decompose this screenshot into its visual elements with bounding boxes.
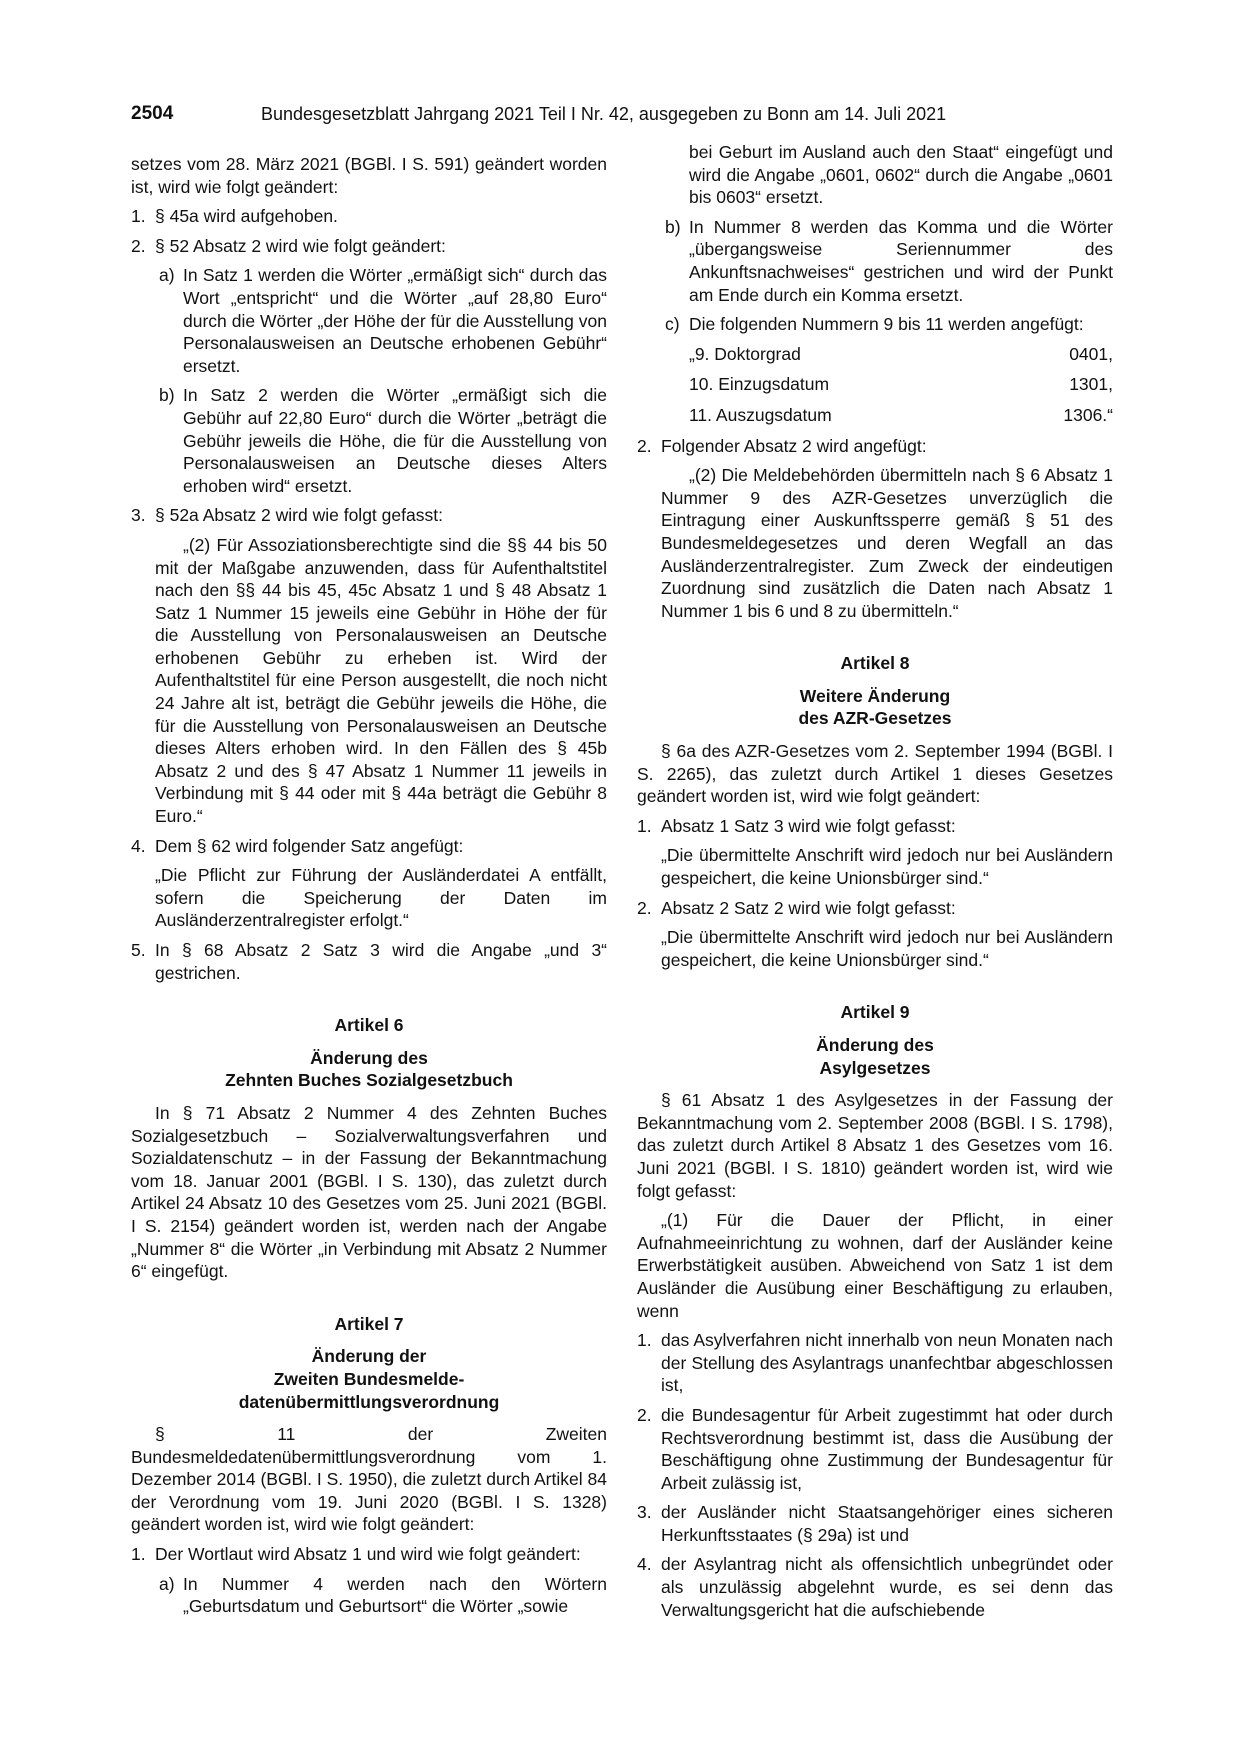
list-item xyxy=(131,205,607,228)
running-head: Bundesgesetzblatt Jahrgang 2021 Teil I Nr. 42, ausgegeben zu Bonn am 14. Juli 2021 xyxy=(261,104,947,124)
item-number: 1. xyxy=(637,815,652,836)
list-item xyxy=(637,815,1113,838)
item-text: § 52 Absatz 2 wird wie folgt geändert: xyxy=(155,235,446,256)
sub-text: In Satz 1 werden die Wörter „ermäßigt sich“ durch das Wort „entspricht“ und die Wörter „auf 28,80 Euro“ durch die Wörter „der Höhe der für die Ausstellung von Personalausweisen an Deutsche erhobenen Gebühr“ ersetzt. xyxy=(183,265,607,376)
sub-item xyxy=(637,216,1113,306)
article-title-line: datenübermittlungsverordnung xyxy=(238,1391,500,1412)
item-number: 4. xyxy=(131,835,146,856)
sub-item xyxy=(131,264,607,377)
article-body: In § 71 Absatz 2 Nummer 4 des Zehnten Buches Sozialgesetzbuch – Sozialverwaltungsverfahren und Sozialdatenschutz – in der Fassung der Bekanntmachung vom 18. Januar 2001 (BGBl. I S. 130), das zuletzt durch Artikel 24 Absatz 10 des Gesetzes vom 25. Juni 2021 (BGBl. I S. 2154) geändert worden ist, werden nach der Angabe „Nummer 8“ die Wörter „in Verbindung mit Absatz 2 Nummer 6“ eingefügt. xyxy=(131,1102,607,1282)
item-text: Dem § 62 wird folgender Satz angefügt: xyxy=(155,835,464,856)
sub-letter: a) xyxy=(159,265,175,286)
article-title-line: Änderung der xyxy=(311,1346,427,1367)
article-title xyxy=(637,685,1113,730)
row-label: 11. Auszugsdatum xyxy=(689,404,832,425)
row-label: „9. Doktorgrad xyxy=(689,343,801,364)
sub-text: In Nummer 4 werden nach den Wörtern „Geburtsdatum und Geburtsort“ die Wörter „sowie xyxy=(183,1573,607,1617)
article-title xyxy=(131,1047,607,1092)
intro-paragraph: setzes vom 28. März 2021 (BGBl. I S. 591) geändert worden ist, wird wie folgt geändert: xyxy=(131,154,607,197)
item-text: Absatz 2 Satz 2 wird wie folgt gefasst: xyxy=(661,897,956,918)
item-text: das Asylverfahren nicht innerhalb von neun Monaten nach der Stellung des Asylantrags unanfechtbar abgeschlossen ist, xyxy=(661,1330,1113,1396)
list-item xyxy=(637,1404,1113,1494)
article-title-line: des AZR-Gesetzes xyxy=(798,708,952,729)
list-item xyxy=(131,1543,607,1566)
row-label: 10. Einzugsdatum xyxy=(689,374,830,395)
item-number: 2. xyxy=(637,1404,652,1425)
item-text: In § 68 Absatz 2 Satz 3 wird die Angabe „und 3“ gestrichen. xyxy=(155,940,607,983)
list-item xyxy=(637,1501,1113,1546)
item-number: 2. xyxy=(637,897,652,918)
sub-item xyxy=(637,313,1113,336)
row-value: 1301, xyxy=(1069,374,1113,395)
right-column xyxy=(637,141,1113,1628)
article-body: § 61 Absatz 1 des Asylgesetzes in der Fassung der Bekanntmachung vom 2. September 2008 (BGBl. I S. 1798), das zuletzt durch Artikel 8 Absatz 1 des Gesetzes vom 16. Juni 2021 (BGBl. I S. 1810) geändert worden ist, wird wie folgt gefasst: xyxy=(637,1090,1113,1201)
article-title-line: Zweiten Bundesmelde- xyxy=(273,1368,465,1389)
item-text: der Ausländer nicht Staatsangehöriger eines sicheren Herkunftsstaates (§ 29a) ist und xyxy=(661,1502,1113,1545)
article-heading: Artikel 7 xyxy=(334,1313,404,1334)
list-item xyxy=(131,235,607,258)
article-title-line: Änderung des xyxy=(816,1035,934,1055)
item-text: die Bundesagentur für Arbeit zugestimmt hat oder durch Rechtsverordnung bestimmt ist, dass die Ausübung der Beschäftigung ohne Zustimmung der Bundesagentur für Arbeit zulässig ist, xyxy=(661,1404,1113,1493)
item-number: 3. xyxy=(637,1502,652,1523)
list-item xyxy=(637,1553,1113,1621)
table-row xyxy=(689,404,1113,427)
item-number: 2. xyxy=(637,435,652,456)
list-item xyxy=(131,504,607,527)
number-table xyxy=(689,343,1113,427)
table-row xyxy=(689,343,1113,366)
quoted-text: „Die übermittelte Anschrift wird jedoch nur bei Ausländern gespeichert, die keine Unionsbürger sind.“ xyxy=(661,927,1113,970)
item-number: 5. xyxy=(131,940,146,960)
list-item xyxy=(131,939,607,984)
item-number: 3. xyxy=(131,505,146,526)
article-title xyxy=(131,1345,607,1413)
quoted-text: „Die übermittelte Anschrift wird jedoch nur bei Ausländern gespeichert, die keine Unionsbürger sind.“ xyxy=(661,845,1113,889)
quoted-text: „(2) Für Assoziationsberechtigte sind die §§ 44 bis 50 mit der Maßgabe anzuwenden, dass für Aufenthaltstitel nach den §§ 44 bis 45, 45c Absatz 1 und § 48 Absatz 1 Satz 1 Nummer 15 jeweils eine Gebühr in Höhe der für die Ausstellung von Personalausweisen an Deutsche erhobenen Gebühr zu erheben ist. Wird der Aufenthaltstitel für eine Person ausgestellt, die noch nicht 24 Jahre alt ist, beträgt die Gebühr jeweils die Höhe, die für die Ausstellung von Personalausweisen an Deutsche dieses Alters erhoben wird. In den Fällen des § 45b Absatz 2 und des § 47 Absatz 1 Nummer 11 jeweils in Verbindung mit § 44 oder mit § 44a beträgt die Gebühr 8 Euro.“ xyxy=(155,534,607,827)
sub-letter: a) xyxy=(159,1573,175,1594)
row-value: 0401, xyxy=(1069,343,1113,364)
list-item xyxy=(637,897,1113,920)
left-column xyxy=(131,153,607,1625)
sub-letter: b) xyxy=(665,216,681,237)
item-text: § 45a wird aufgehoben. xyxy=(155,206,338,227)
item-number: 2. xyxy=(131,235,146,256)
sub-item xyxy=(131,1573,607,1618)
article-title-line: Zehnten Buches Sozialgesetzbuch xyxy=(225,1070,513,1091)
item-text: Absatz 1 Satz 3 wird wie folgt gefasst: xyxy=(661,815,956,836)
quoted-text: „(1) Für die Dauer der Pflicht, in einer Aufnahmeeinrichtung zu wohnen, darf der Ausländer keine Erwerbstätigkeit ausüben. Abweichend von Satz 1 ist dem Ausländer die Ausübung einer Beschäftigung zu erlauben, wenn xyxy=(637,1210,1113,1321)
table-row xyxy=(689,373,1113,396)
item-number: 1. xyxy=(131,206,146,227)
row-value: 1306.“ xyxy=(1063,404,1113,425)
continued-text: bei Geburt im Ausland auch den Staat“ eingefügt und wird die Angabe „0601, 0602“ durch die Angabe „0601 bis 0603“ ersetzt. xyxy=(689,142,1113,208)
sub-text: In Nummer 8 werden das Komma und die Wörter „übergangsweise Seriennummer des Ankunftsnachweises“ gestrichen und wird der Punkt am Ende durch ein Komma ersetzt. xyxy=(689,216,1113,305)
item-number: 1. xyxy=(131,1544,146,1565)
list-item xyxy=(637,435,1113,458)
sub-letter: c) xyxy=(665,314,680,335)
article-title-line: Weitere Änderung xyxy=(799,685,951,706)
item-number: 4. xyxy=(637,1554,652,1575)
item-text: Folgender Absatz 2 wird angefügt: xyxy=(661,435,927,456)
list-item xyxy=(637,1329,1113,1397)
page-header xyxy=(131,100,979,128)
article-heading: Artikel 8 xyxy=(840,653,910,674)
quoted-text: „Die Pflicht zur Führung der Ausländerdatei A entfällt, sofern die Speicherung der Daten im Ausländerzentralregister erfolgt.“ xyxy=(155,865,607,931)
list-item xyxy=(131,835,607,858)
item-text: § 52a Absatz 2 wird wie folgt gefasst: xyxy=(155,505,443,526)
article-title-line: Änderung des xyxy=(310,1047,428,1068)
article-title-line: Asylgesetzes xyxy=(819,1057,931,1078)
page-number: 2504 xyxy=(131,103,174,124)
sub-letter: b) xyxy=(159,385,175,406)
item-number: 1. xyxy=(637,1330,652,1351)
article-body: § 6a des AZR-Gesetzes vom 2. September 1994 (BGBl. I S. 2265), das zuletzt durch Artikel 1 dieses Gesetzes geändert worden ist, wird wie folgt geändert: xyxy=(637,741,1113,807)
quoted-text: „(2) Die Meldebehörden übermitteln nach § 6 Absatz 1 Nummer 9 des AZR-Gesetzes unverzüglich die Eintragung einer Auskunftssperre gemäß § 51 des Bundesmeldegesetzes und deren Wegfall an das Ausländerzentralregister. Zum Zweck der eindeutigen Zuordnung sind zusätzlich die Daten nach Absatz 1 Nummer 1 bis 6 und 8 zu übermitteln.“ xyxy=(661,465,1113,621)
article-heading: Artikel 9 xyxy=(840,1002,910,1023)
sub-text: In Satz 2 werden die Wörter „ermäßigt sich die Gebühr auf 22,80 Euro“ durch die Wörter „beträgt die Gebühr jeweils die Höhe, die für die Ausstellung von Personalausweisen an Deutsche dieses Alters erhoben wird“ ersetzt. xyxy=(183,385,607,496)
item-text: Der Wortlaut wird Absatz 1 und wird wie folgt geändert: xyxy=(155,1544,581,1565)
article-heading: Artikel 6 xyxy=(334,1015,404,1036)
article-title xyxy=(637,1034,1113,1079)
article-body: § 11 der Zweiten Bundesmeldedatenübermittlungsverordnung vom 1. Dezember 2014 (BGBl. I S. 1950), die zuletzt durch Artikel 84 der Verordnung vom 19. Juni 2020 (BGBl. I S. 1328) geändert worden ist, wird wie folgt geändert: xyxy=(131,1424,607,1535)
sub-text: Die folgenden Nummern 9 bis 11 werden angefügt: xyxy=(689,314,1084,335)
item-text: der Asylantrag nicht als offensichtlich unbegründet oder als unzulässig abgelehnt wurde, es sei denn das Verwaltungsgericht hat die aufschiebende xyxy=(661,1554,1113,1620)
sub-item xyxy=(131,384,607,497)
